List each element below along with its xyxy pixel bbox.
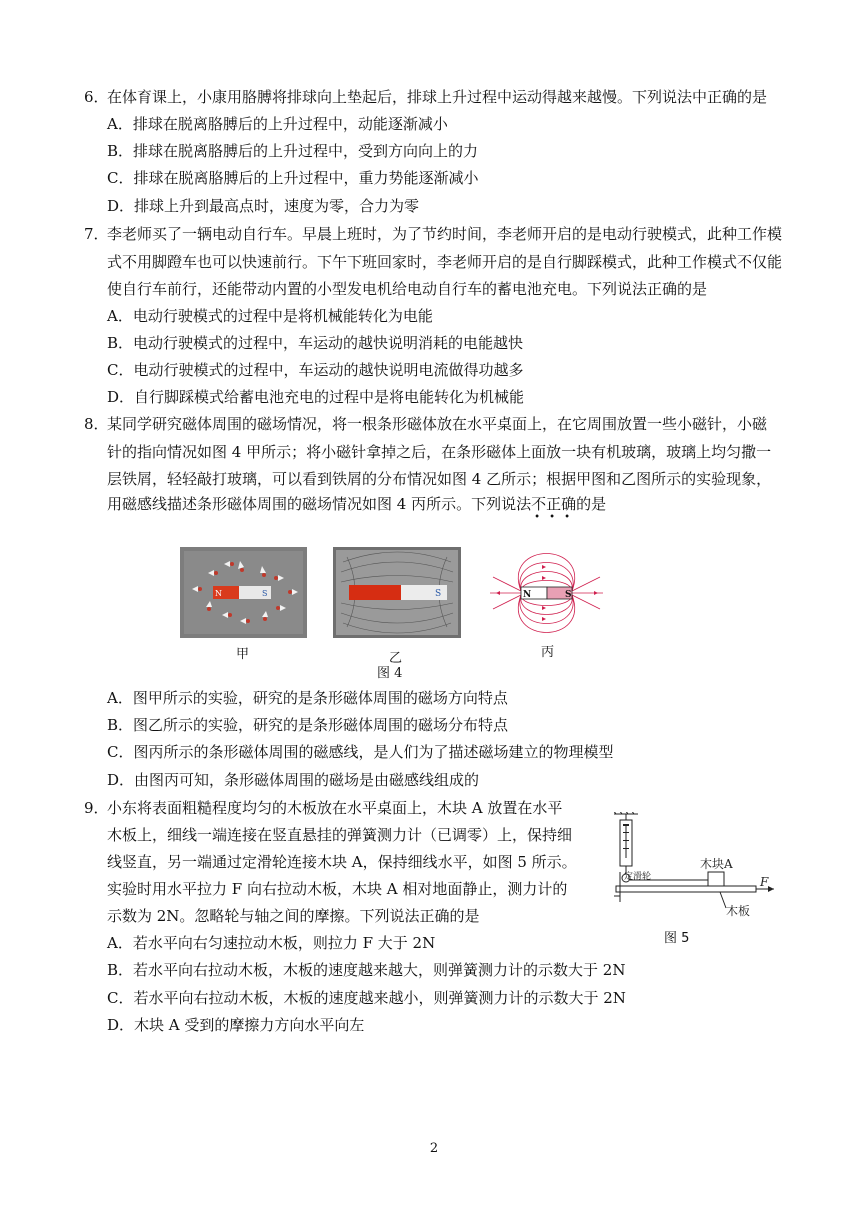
- q9-stem-line-1: 9．小东将表面粗糙程度均匀的木板放在水平桌面上，木块 A 放置在水平: [84, 799, 563, 817]
- figure-4-bing-label: 丙: [541, 645, 555, 660]
- q9-stem-line-3: 线竖直，另一端通过定滑轮连接木块 A，保持细线水平，如图 5 所示。: [107, 853, 577, 871]
- svg-text:S: S: [262, 589, 268, 598]
- emphasis-not-correct: 不正确 • • •: [531, 495, 577, 523]
- q8-option-b: B．图乙所示的实验，研究的是条形磁体周围的磁场分布特点: [107, 716, 509, 734]
- q6-number: 6．: [84, 88, 109, 106]
- figure-4-jia-label: 甲: [236, 647, 250, 662]
- q8-stem-line-3: 层铁屑，轻轻敲打玻璃，可以看到铁屑的分布情况如图 4 乙所示；根据甲图和乙图所示的实验现象，: [107, 470, 772, 488]
- q6-option-a: A．排球在脱离胳膊后的上升过程中，动能逐渐减小: [107, 115, 448, 133]
- q7-option-a: A．电动行驶模式的过程中是将机械能转化为电能: [107, 307, 433, 325]
- q8-stem-line-2: 针的指向情况如图 4 甲所示；将小磁针拿掉之后，在条形磁体上面放一块有机玻璃，玻璃上均匀撒一: [107, 443, 772, 461]
- q9-stem-line-4: 实验时用水平拉力 F 向右拉动木板，木块 A 相对地面静止，测力计的: [107, 880, 568, 898]
- figure-4-yi-label: 乙: [389, 651, 403, 666]
- q7-option-b: B．电动行驶模式的过程中，车运动的越快说明消耗的电能越快: [107, 334, 524, 352]
- q7-stem-line-2: 式不用脚蹬车也可以快速前行。下午下班回家时，李老师开启的是自行脚踩模式，此种工作模式不仅能: [107, 253, 783, 271]
- board-label: 木板: [726, 904, 751, 917]
- figure-5-apparatus: [610, 812, 780, 917]
- figure-5-caption: 图 5: [664, 931, 690, 946]
- figure-4-jia-photo: [180, 547, 307, 638]
- q7-stem-line-1: 7．李老师买了一辆电动自行车。早晨上班时，为了节约时间，李老师开启的是电动行驶模式，此种工作模: [84, 225, 783, 243]
- q9-stem-line-2: 木板上，细线一端连接在竖直悬挂的弹簧测力计（已调零）上，保持细: [107, 826, 573, 844]
- q9-option-a: A．若水平向右匀速拉动木板，则拉力 F 大于 2N: [107, 934, 436, 952]
- q8-number: 8．: [84, 415, 109, 433]
- q6-option-d: D．排球上升到最高点时，速度为零，合力为零: [107, 197, 420, 215]
- q9-stem-line-5: 示数为 2N。忽略轮与轴之间的摩擦。下列说法正确的是: [107, 907, 480, 925]
- page-number: 2: [429, 1141, 439, 1156]
- q7-stem-line-3: 使自行车前行，还能带动内置的小型发电机给电动自行车的蓄电池充电。下列说法正确的是: [107, 280, 708, 298]
- q8-option-a: A．图甲所示的实验，研究的是条形磁体周围的磁场方向特点: [107, 689, 508, 707]
- q8-option-c: C．图丙所示的条形磁体周围的磁感线，是人们为了描述磁场建立的物理模型: [107, 743, 614, 761]
- q8-stem-line-4: 用磁感线描述条形磁体周围的磁场情况如图 4 丙所示。下列说法不正确 • • • 的是: [107, 495, 607, 523]
- q6-stem: 6．在体育课上，小康用胳膊将排球向上垫起后，排球上升过程中运动得越来越慢。下列说法中正确的是: [84, 88, 768, 106]
- q7-number: 7．: [84, 225, 109, 243]
- q6-option-b: B．排球在脱离胳膊后的上升过程中，受到方向向上的力: [107, 142, 479, 160]
- q9-option-d: D．木块 A 受到的摩擦力方向水平向左: [107, 1016, 365, 1034]
- q9-option-b: B．若水平向右拉动木板，木板的速度越来越大，则弹簧测力计的示数大于 2N: [107, 961, 626, 979]
- block-label: 木块A: [700, 857, 733, 871]
- q7-option-c: C．电动行驶模式的过程中，车运动的越快说明电流做得功越多: [107, 361, 524, 379]
- q9-number: 9．: [84, 799, 109, 817]
- force-label: F: [760, 875, 769, 889]
- magnet-s-pole: S: [565, 590, 572, 600]
- figure-4-bing-field-lines: [488, 547, 605, 638]
- figure-4-caption: 图 4: [377, 666, 403, 681]
- magnet-n-pole: N: [523, 590, 532, 600]
- q9-option-c: C．若水平向右拉动木板，木板的速度越来越小，则弹簧测力计的示数大于 2N: [107, 989, 626, 1007]
- q6-option-c: C．排球在脱离胳膊后的上升过程中，重力势能逐渐减小: [107, 169, 479, 187]
- q8-option-d: D．由图丙可知，条形磁体周围的磁场是由磁感线组成的: [107, 771, 480, 789]
- svg-text:S: S: [435, 589, 442, 599]
- q7-option-d: D．自行脚踩模式给蓄电池充电的过程中是将电能转化为机械能: [107, 388, 525, 406]
- q8-stem-line-1: 8．某同学研究磁体周围的磁场情况，将一根条形磁体放在水平桌面上，在它周围放置一些小磁针，小磁: [84, 415, 768, 433]
- svg-text:N: N: [215, 589, 222, 598]
- figure-4-yi-photo: [333, 547, 461, 638]
- pulley-label: 定滑轮: [624, 872, 652, 882]
